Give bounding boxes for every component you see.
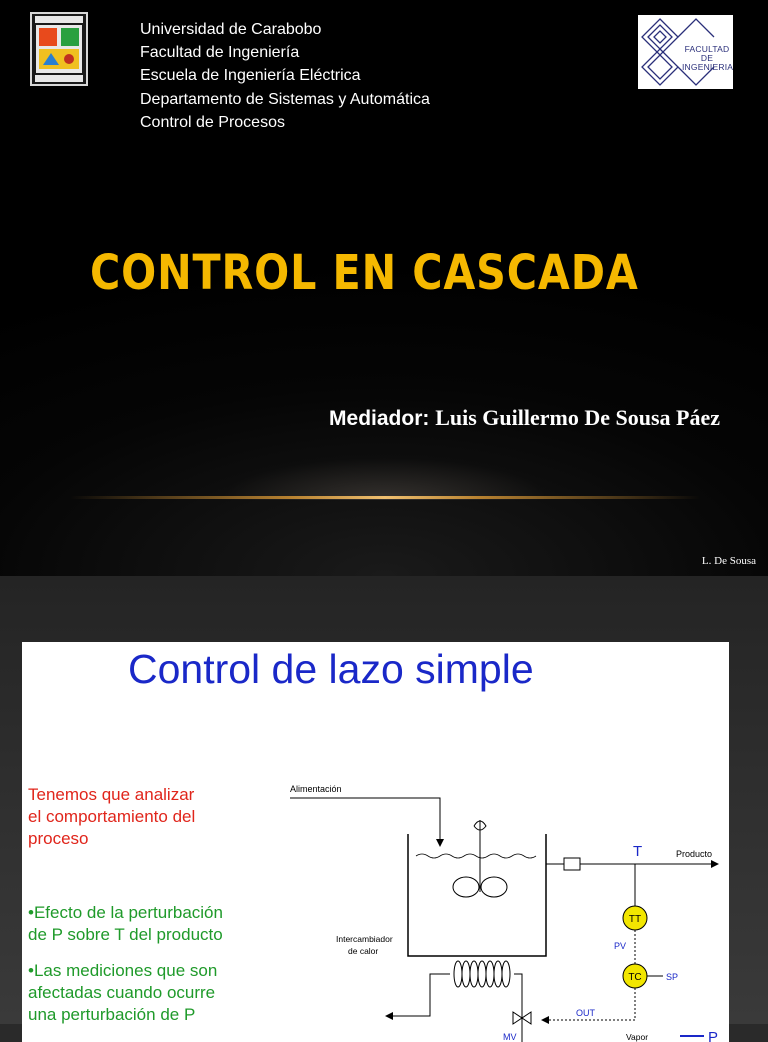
pressure-label: P bbox=[708, 1029, 719, 1042]
bullet-line-3: •Las mediciones que son bbox=[28, 961, 218, 980]
faculty-logo bbox=[638, 15, 733, 89]
bullet-line-1: •Efecto de la perturbación bbox=[28, 903, 223, 922]
liquid-surface bbox=[416, 854, 536, 858]
condensate-line bbox=[386, 974, 450, 1016]
out-label: OUT bbox=[576, 1008, 595, 1018]
footer-credit: L. De Sousa bbox=[701, 555, 756, 567]
product-label: Producto bbox=[676, 849, 713, 859]
bullet-list bbox=[28, 902, 223, 1026]
transmitter-tag: TT bbox=[628, 914, 642, 925]
analysis-line-1: Tenemos que analizar bbox=[28, 785, 195, 804]
university-crest-icon bbox=[31, 13, 87, 85]
faculty-logo-word-3: INGENIERIA bbox=[682, 62, 734, 72]
mediator-name: Luis Guillermo De Sousa Páez bbox=[435, 405, 720, 430]
mv-label: MV bbox=[503, 1032, 517, 1042]
controller-tag: TC bbox=[628, 972, 642, 983]
outlet-pipe bbox=[564, 858, 580, 870]
pv-label: PV bbox=[614, 941, 627, 951]
analysis-note bbox=[28, 784, 195, 850]
exchanger-label-1: Intercambiador bbox=[336, 934, 393, 944]
tank bbox=[408, 834, 546, 956]
mediator-label: Mediador: bbox=[329, 407, 430, 430]
light-haze bbox=[150, 440, 620, 500]
lazo-simple-slide bbox=[0, 576, 768, 1042]
analysis-line-2: el comportamiento del bbox=[28, 807, 196, 826]
faculty-logo-word-2: DE bbox=[700, 53, 714, 63]
feed-line bbox=[290, 798, 440, 846]
header-line-faculty: Facultad de Ingeniería bbox=[140, 44, 300, 62]
content-panel bbox=[22, 642, 729, 1042]
steam-label: Vapor bbox=[626, 1032, 649, 1042]
glow-divider bbox=[70, 496, 700, 499]
mediator-line bbox=[329, 405, 720, 431]
header-line-course: Control de Procesos bbox=[140, 113, 285, 131]
header-line-department: Departamento de Sistemas y Automática bbox=[140, 90, 430, 108]
faculty-logo-word-1: FACULTAD bbox=[684, 44, 730, 54]
sp-label: SP bbox=[666, 972, 679, 982]
bullet-line-5: una perturbación de P bbox=[28, 1005, 196, 1024]
bullet-line-4: afectadas cuando ocurre bbox=[28, 983, 216, 1002]
header-line-school: Escuela de Ingeniería Eléctrica bbox=[140, 67, 361, 85]
header-line-university: Universidad de Carabobo bbox=[140, 21, 322, 38]
coil-icon bbox=[454, 961, 510, 987]
process-diagram bbox=[280, 774, 729, 1042]
exchanger-label-2: de calor bbox=[348, 946, 379, 956]
bullet-line-2: de P sobre T del producto bbox=[28, 925, 223, 944]
panel-title: Control de lazo simple bbox=[128, 646, 534, 692]
institution-header bbox=[140, 18, 430, 134]
feed-label: Alimentación bbox=[290, 784, 342, 794]
temperature-label: T bbox=[633, 843, 643, 860]
analysis-line-3: proceso bbox=[28, 829, 89, 848]
impeller-right bbox=[481, 877, 507, 897]
impeller-left bbox=[453, 877, 479, 897]
slide-title: CONTROL EN CASCADA bbox=[90, 245, 639, 301]
